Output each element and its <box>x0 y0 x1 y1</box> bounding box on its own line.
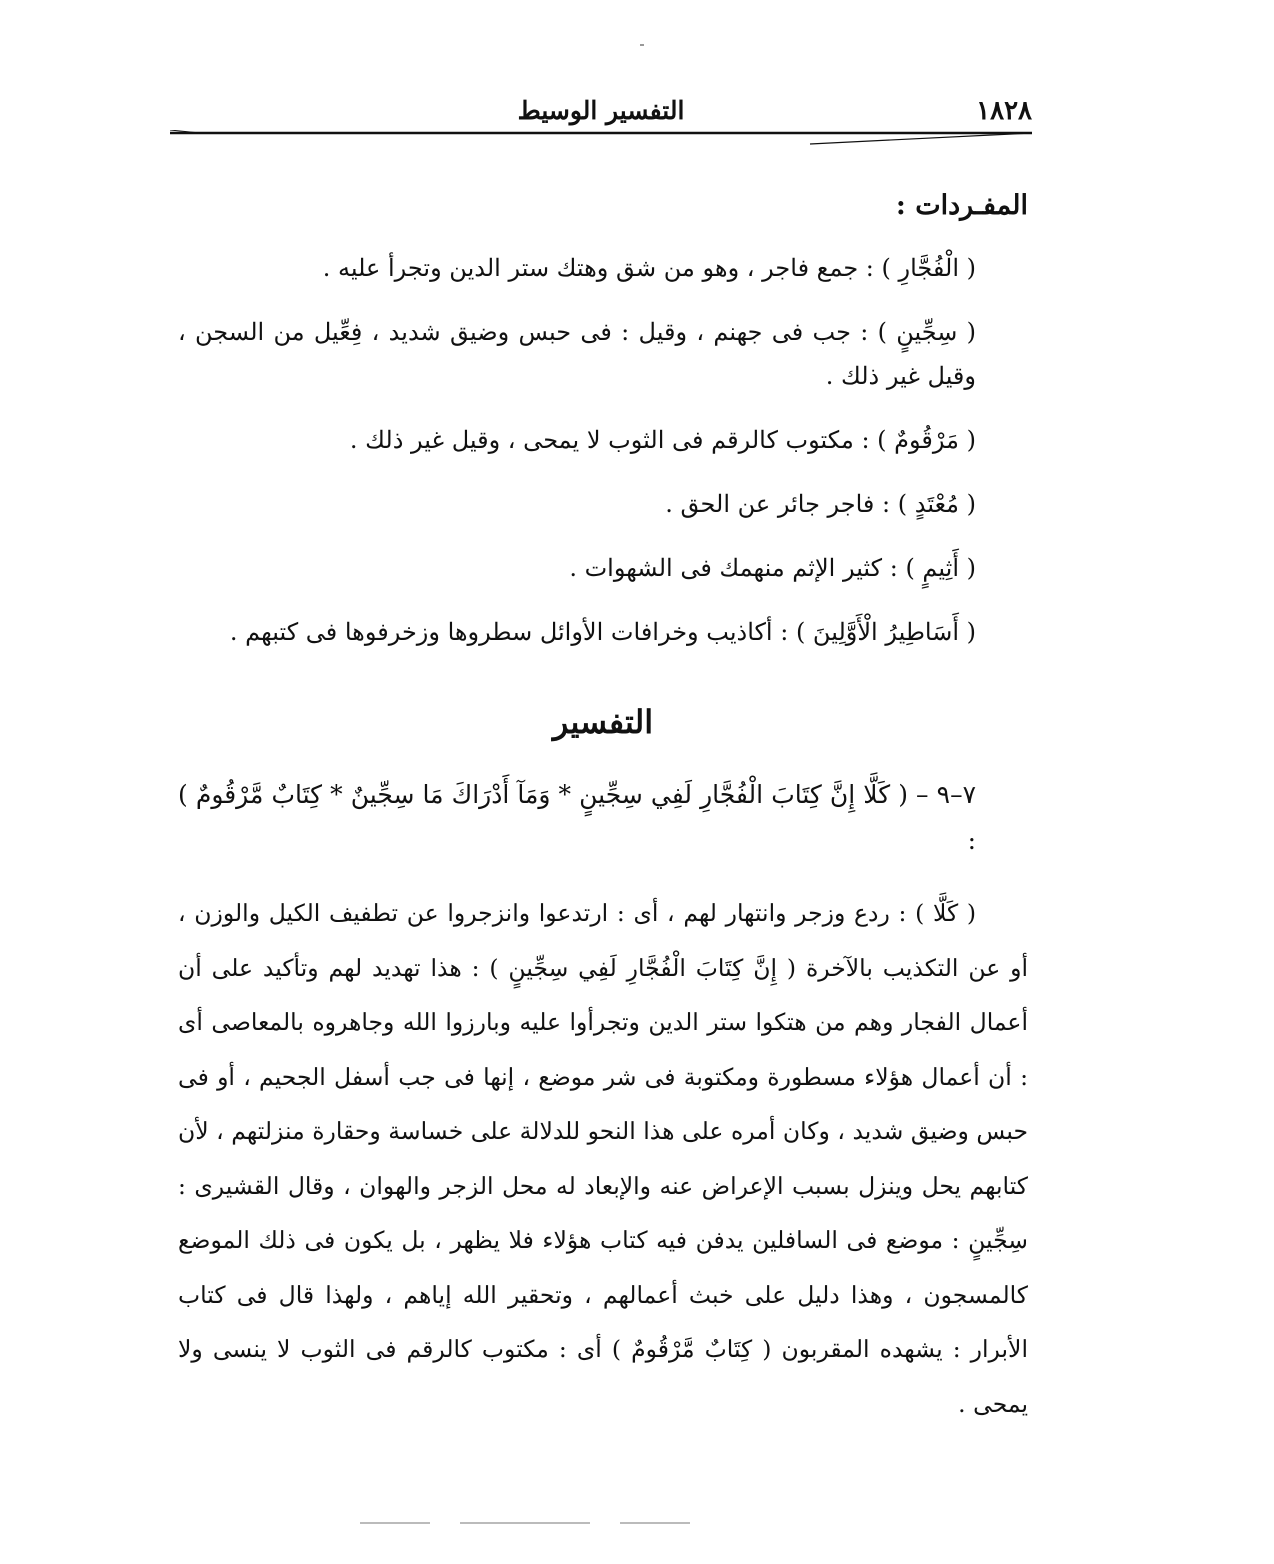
scan-speck <box>640 44 644 46</box>
footer-rules <box>360 1520 840 1526</box>
vocab-entry-marqum: ( مَرْقُومٌ ) : مكتوب كالرقم فى الثوب لا يمحى ، وقيل غير ذلك . <box>349 426 976 454</box>
header-rule <box>170 130 1032 146</box>
vocab-entry-asatir: ( أَسَاطِيرُ الْأَوَّلِينَ ) : أكاذيب وخرافات الأوائل سطروها وزخرفوها فى كتبهم . <box>229 618 976 646</box>
commentary-paragraph: ( كَلَّا ) : ردع وزجر وانتهار لهم ، أى : ارتدعوا وانزجروا عن تطفيف الكيل والوزن ، أو عن التكذيب بالآخرة ( إِنَّ كِتَابَ الْفُجَّارِ لَفِي سِجِّينٍ ) : هذا تهديد لهم وتأكيد على أن أعمال الفجار وهم من هتكوا ستر الدين وتجرأوا عليه وبارزوا الله وجاهروه بالمعاصى أى : أن أعمال هؤلاء مسطورة ومكتوبة فى شر موضع ، إنها فى جب أسفل الجحيم ، أو فى حبس وضيق شديد ، وكان أمره على هذا النحو للدلالة على خساسة وحقارة منزلتهم ، لأن كتابهم يحل وينزل بسبب الإعراض عنه والإبعاد له محل الزجر والهوان ، وقال القشيرى : سِجِّينٍ : موضع فى السافلين يدفن فيه كتاب هؤلاء فلا يظهر ، بل يكون فى ذلك الموضع كالمسجون ، وهذا دليل على خبث أعمالهم ، وتحقير الله إياهم ، ولهذا قال فى كتاب الأبرار : يشهده المقربون ( كِتَابٌ مَّرْقُومٌ ) أى : مكتوب كالرقم فى الثوب لا ينسى ولا يمحى . <box>178 899 1028 1418</box>
running-title: التفسير الوسيط <box>517 96 685 125</box>
vocab-entry-mutad: ( مُعْتَدٍ ) : فاجر جائر عن الحق . <box>665 490 976 518</box>
verse-block: ٧–٩ – ( كَلَّا إِنَّ كِتَابَ الْفُجَّارِ لَفِي سِجِّينٍ * وَمَآ أَدْرَاكَ مَا سِجِّينٌ * كِتَابٌ مَّرْقُومٌ ) : <box>178 780 976 855</box>
page-content <box>178 180 1028 1431</box>
page-number: ١٨٢٨ <box>976 96 1032 126</box>
vocabulary-label: المفـردات : <box>895 190 1028 221</box>
vocab-entry-fujjar: ( الْفُجَّارِ ) : جمع فاجر ، وهو من شق وهتك ستر الدين وتجرأ عليه . <box>322 254 976 282</box>
vocab-entry-athim: ( أَثِيمٍ ) : كثير الإثم منهمك فى الشهوات . <box>569 554 976 582</box>
tafsir-heading: التفسير <box>552 703 654 741</box>
vocab-entry-sijjin: ( سِجِّينٍ ) : جب فى جهنم ، وقيل : فى حبس وضيق شديد ، فِعِّيل من السجن ، وقيل غير ذلك . <box>178 318 976 390</box>
